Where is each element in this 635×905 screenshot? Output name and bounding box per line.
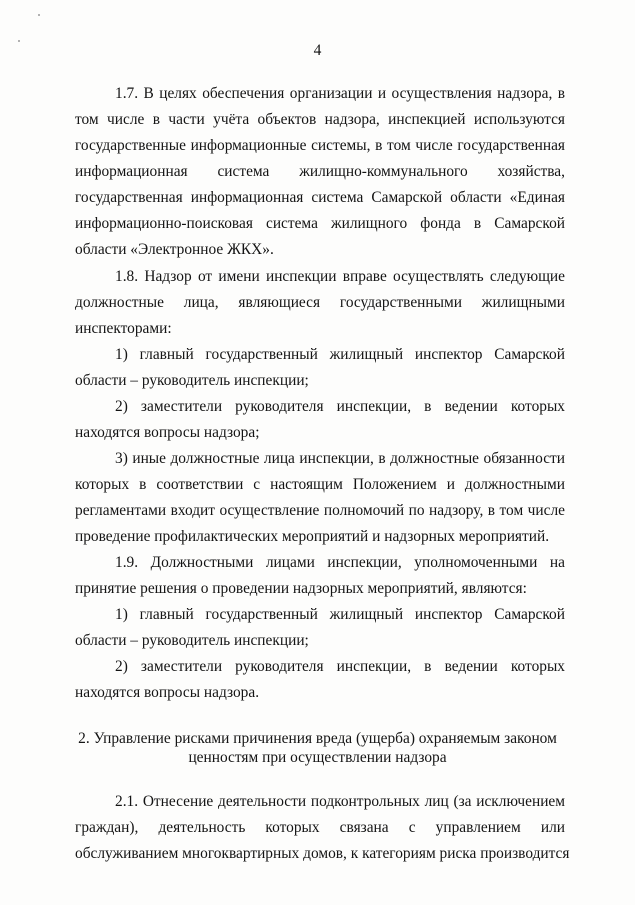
scan-speck bbox=[18, 40, 20, 42]
text-line: том числе в части учёта объектов надзора, инспекцией используются bbox=[75, 111, 565, 128]
text-line: 3) иные должностные лица инспекции, в должностные обязанности bbox=[115, 450, 565, 467]
scan-speck bbox=[38, 14, 40, 16]
text-line: должностные лица, являющиеся государственными жилищными bbox=[75, 294, 565, 311]
text-line: информационная система жилищно-коммунального хозяйства, bbox=[75, 163, 565, 180]
text-line: 2) заместители руководителя инспекции, в ведении которых bbox=[115, 398, 565, 415]
text-line: находятся вопросы надзора; bbox=[75, 424, 260, 441]
text-line: инспекторами: bbox=[75, 320, 172, 337]
text-line: 1.7. В целях обеспечения организации и осуществления надзора, в bbox=[115, 85, 565, 102]
text-line: регламентами входит осуществление полномочий по надзору, в том числе bbox=[75, 502, 565, 519]
text-line: которых в соответствии с настоящим Положением и должностными bbox=[75, 476, 565, 493]
text-line: проведение профилактических мероприятий и надзорных мероприятий. bbox=[75, 528, 550, 545]
text-line: 2) заместители руководителя инспекции, в ведении которых bbox=[115, 658, 565, 675]
text-line: государственная информационная система Самарской области «Единая bbox=[75, 189, 565, 206]
text-line: государственные информационные системы, в том числе государственная bbox=[75, 137, 565, 154]
text-line: граждан), деятельность которых связана с управлением или bbox=[75, 819, 565, 836]
text-line: принятие решения о проведении надзорных мероприятий, являются: bbox=[75, 580, 527, 597]
text-line: области – руководитель инспекции; bbox=[75, 632, 309, 649]
text-line: 1) главный государственный жилищный инспектор Самарской bbox=[115, 606, 565, 623]
text-line: обслуживанием многоквартирных домов, к категориям риска производится bbox=[75, 845, 570, 862]
text-line: 1) главный государственный жилищный инспектор Самарской bbox=[115, 346, 565, 363]
text-line: области – руководитель инспекции; bbox=[75, 372, 309, 389]
text-line: 1.9. Должностными лицами инспекции, уполномоченными на bbox=[115, 554, 565, 571]
page-number: 4 bbox=[313, 42, 322, 59]
text-line: 2.1. Отнесение деятельности подконтрольных лиц (за исключением bbox=[115, 793, 565, 810]
text-line: 1.8. Надзор от имени инспекции вправе осуществлять следующие bbox=[115, 268, 565, 285]
text-line: находятся вопросы надзора. bbox=[75, 684, 260, 701]
section-heading: 2. Управление рисками причинения вреда (ущерба) охраняемым законом bbox=[78, 730, 557, 747]
text-line: области «Электронное ЖКХ». bbox=[75, 241, 274, 258]
text-line: информационно-поисковая система жилищного фонда в Самарской bbox=[75, 215, 565, 232]
section-heading: ценностям при осуществлении надзора bbox=[188, 749, 447, 766]
